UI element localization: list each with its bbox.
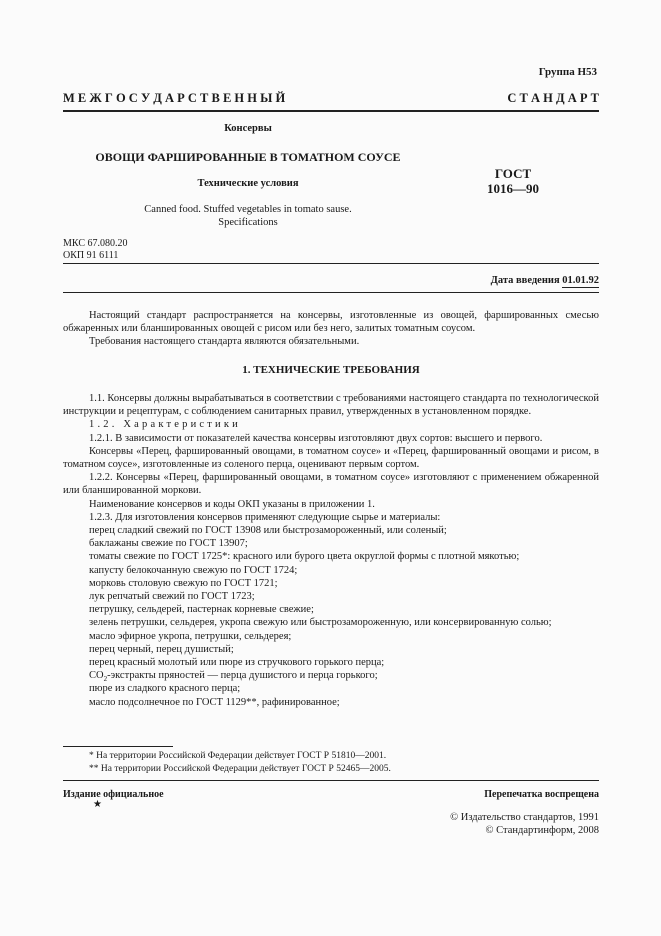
material-item: масло подсолнечное по ГОСТ 1129**, рафинированное; [89,696,340,708]
main-title: ОВОЩИ ФАРШИРОВАННЫЕ В ТОМАТНОМ СОУСЕ [95,150,401,164]
gost-label: ГОСТ [494,166,532,181]
copyright-line-2: © Стандартинформ, 2008 [485,825,599,836]
intro-paragraph: Настоящий стандарт распространяется на консервы, изготовленные из овощей, фаршированных смесью обжаренных или бланшированных овощей с рисом или без него, залитых томатным соусом. [63,310,599,335]
material-item: перец черный, перец душистый; [89,643,234,655]
standard-banner [63,91,599,106]
material-item: морковь столовую свежую по ГОСТ 1721; [89,577,278,589]
classification-codes [63,238,127,262]
co2-subscript: 2 [103,675,108,684]
gost-number: 1016—90 [487,181,539,196]
mks-code: МКС 67.080.20 [63,238,128,249]
official-edition: Издание официальное [63,789,164,800]
intro-section [63,309,599,349]
material-item: баклажаны свежие по ГОСТ 13907; [89,538,248,550]
material-item: пюре из сладкого красного перца; [89,683,241,695]
material-item: перец красный молотый или пюре из стручкового горького перца; [89,657,385,669]
material-item: зелень петрушки, сельдерея, укропа свежую или быстрозамороженную, или консервированную солью; [89,617,552,629]
footnote-1: * На территории Российской Федерации действует ГОСТ Р 51810—2001. [89,751,387,761]
material-item: лук репчатый свежий по ГОСТ 1723; [89,591,255,603]
co2-prefix: CO [89,670,104,682]
clause-1-1: 1.1. Консервы должны вырабатываться в соответствии с требованиями настоящего стандарта по технологической инструкции и рецептурам, с соблюдением санитарных правил, утвержденных в установленном порядке. [63,393,599,418]
material-item: петрушку, сельдерей, пастернак корневые свежие; [89,604,314,616]
english-title-line-2: Specifications [218,217,278,228]
date-label: Дата введения [490,275,560,286]
names-reference: Наименование консервов и коды ОКП указаны в приложении 1. [89,498,375,510]
date-value: 01.01.92 [562,275,599,286]
okp-code: ОКП 91 6111 [63,250,119,261]
banner-right: С Т А Н Д А Р Т [507,91,599,105]
material-item: масло эфирное укропа, петрушки, сельдерея; [89,630,292,642]
clause-1-2-2: 1.2.2. Консервы «Перец, фаршированный овощами, в томатном соусе» изготовляют с применением обжаренной или бланшированной моркови. [63,472,599,497]
intro-mandatory: Требования настоящего стандарта являются обязательными. [89,336,360,348]
clause-1-2-3: 1.2.3. Для изготовления консервов применяют следующие сырье и материалы: [89,511,441,523]
section-body [63,392,599,709]
clause-1-2-1: 1.2.1. В зависимости от показателей качества консервы изготовляют двух сортов: высшего и первого. [89,432,543,444]
group-code: Группа Н53 [538,66,597,78]
footnote-2: ** На территории Российской Федерации действует ГОСТ Р 52465—2005. [89,763,391,774]
category-title: Консервы [224,123,272,134]
footnote-rule [63,746,173,747]
co2-rest: -экстракты пряностей — перца душистого и перца горького; [107,670,378,682]
material-item: томаты свежие по ГОСТ 1725*: красного или бурого цвета округлой формы с плотной мякотью; [89,551,520,563]
footer-rule [63,780,599,781]
copyright [450,811,599,837]
date-rule [63,292,599,293]
reprint-notice: Перепечатка воспрещена [484,789,599,800]
gost-designation [478,166,548,196]
material-item: капусту белокочанную свежую по ГОСТ 1724; [89,564,298,576]
clause-1-2: 1.2. Характеристики [89,419,241,431]
english-title [63,203,433,229]
codes-rule [63,263,599,264]
star-icon: ★ [93,799,102,810]
subtitle: Технические условия [197,178,299,189]
banner-left: М Е Ж Г О С У Д А Р С Т В Е Н Н Ы Й [63,91,286,105]
clause-1-2-1-note: Консервы «Перец, фаршированный овощами, в томатном соусе» и «Перец, фаршированный овощами и рисом, в томатном соусе», изготовленные из соленого перца, оценивают первым сортом. [63,445,599,471]
section-heading: 1. ТЕХНИЧЕСКИЕ ТРЕБОВАНИЯ [242,364,420,376]
effective-date [491,275,599,286]
header-rule [63,110,599,112]
material-item: перец сладкий свежий по ГОСТ 13908 или быстрозамороженный, или соленый; [89,525,447,537]
english-title-line-1: Canned food. Stuffed vegetables in tomato sause. [144,204,352,215]
copyright-line-1: © Издательство стандартов, 1991 [450,812,599,823]
material-item-co2 [63,669,599,682]
footnotes [89,750,391,775]
